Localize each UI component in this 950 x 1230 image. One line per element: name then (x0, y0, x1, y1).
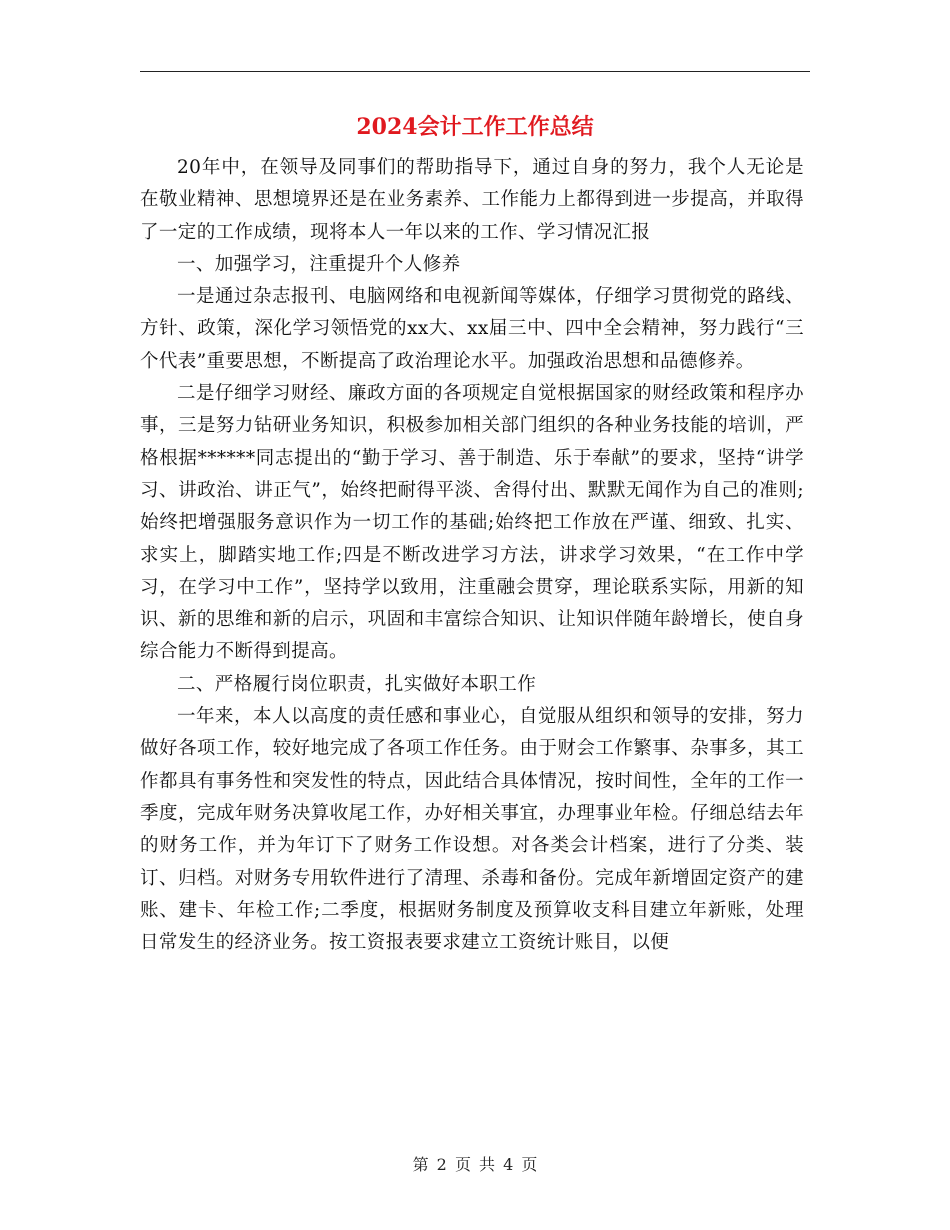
paragraph-study-2: 二是仔细学习财经、廉政方面的各项规定自觉根据国家的财经政策和程序办事，三是努力钻研业务知识，积极参加相关部门组织的各种业务技能的培训，严格根据******同志提出的“勤于学习、善于制造、乐于奉献”的要求，坚持“讲学习、讲政治、讲正气”，始终把耐得平淡、舍得付出、默默无闻作为自己的准则;始终把增强服务意识作为一切工作的基础;始终把工作放在严谨、细致、扎实、求实上，脚踏实地工作;四是不断改进学习方法，讲求学习效果，“在工作中学习，在学习中工作”，坚持学以致用，注重融会贯穿，理论联系实际，用新的知识、新的思维和新的启示，巩固和丰富综合知识、让知识伴随年龄增长，使自身综合能力不断得到提高。 (140, 383, 804, 663)
section-heading-1: 一、加强学习，注重提升个人修养 (177, 253, 461, 275)
page-number: 第 2 页 共 4 页 (412, 1155, 538, 1174)
paragraph-study-1: 一是通过杂志报刊、电脑网络和电视新闻等媒体，仔细学习贯彻党的路线、方针、政策，深化学习领悟党的xx大、xx届三中、四中全会精神，努力践行“三个代表”重要思想，不断提高了政治理论水平。加强政治思想和品德修养。 (140, 286, 804, 372)
section-heading-2: 二、严格履行岗位职责，扎实做好本职工作 (177, 673, 537, 695)
paragraph-intro: 20年中，在领导及同事们的帮助指导下，通过自身的努力，我个人无论是在敬业精神、思想境界还是在业务素养、工作能力上都得到进一步提高，并取得了一定的工作成绩，现将本人一年以来的工作、学习情况汇报 (140, 157, 804, 243)
header-rule (140, 71, 810, 72)
paragraph-duties: 一年来，本人以高度的责任感和事业心，自觉服从组织和领导的安排，努力做好各项工作，较好地完成了各项工作任务。由于财会工作繁事、杂事多，其工作都具有事务性和突发性的特点，因此结合具体情况，按时间性，全年的工作一季度，完成年财务决算收尾工作，办好相关事宜，办理事业年检。仔细总结去年的财务工作，并为年订下了财务工作设想。对各类会计档案，进行了分类、装订、归档。对财务专用软件进行了清理、杀毒和备份。完成年新增固定资产的建账、建卡、年检工作;二季度，根据财务制度及预算收支科目建立年新账，处理日常发生的经济业务。按工资报表要求建立工资统计账目，以便 (140, 706, 804, 954)
document-title: 2024会计工作工作总结 (356, 114, 594, 140)
document-body (140, 152, 804, 959)
